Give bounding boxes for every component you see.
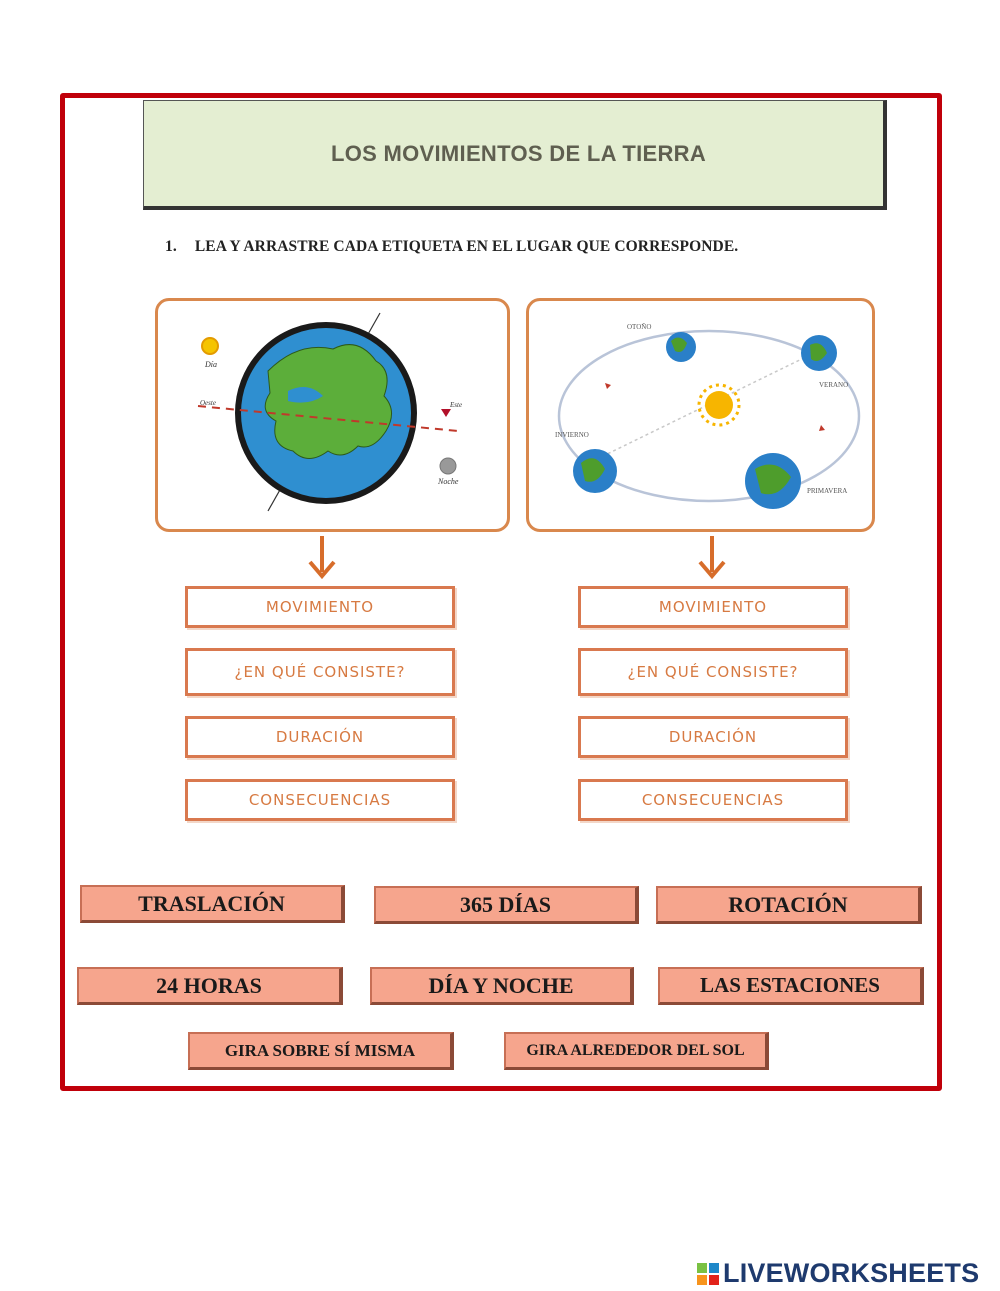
drop-zone-duration-2[interactable]: DURACIÓN [578,716,848,758]
drop-zone-duration-1[interactable]: DURACIÓN [185,716,455,758]
draggable-tag-rotacion[interactable]: ROTACIÓN [656,886,922,924]
sun-label: Día [205,360,217,369]
drop-zone-movement-1[interactable]: MOVIMIENTO [185,586,455,628]
draggable-tag-traslacion[interactable]: TRASLACIÓN [80,885,345,923]
drop-zone-description-1[interactable]: ¿EN QUÉ CONSISTE? [185,648,455,696]
season-autumn: OTOÑO [627,323,652,331]
liveworksheets-logo [697,1258,979,1289]
season-summer: VERANO [819,381,849,389]
translation-illustration [529,301,875,532]
translation-image-panel [526,298,875,532]
down-arrow-icon [695,534,729,582]
east-label: Este [450,401,463,409]
season-winter: INVIERNO [555,431,589,439]
drop-zone-consequences-1[interactable]: CONSECUENCIAS [185,779,455,821]
title-box [143,100,887,210]
drop-zone-consequences-2[interactable]: CONSECUENCIAS [578,779,848,821]
instruction [165,238,738,256]
draggable-tag-365-dias[interactable]: 365 DÍAS [374,886,639,924]
brand-name: LIVEWORKSHEETS [723,1258,980,1288]
draggable-tag-24-horas[interactable]: 24 HORAS [77,967,343,1005]
moon-label: Noche [438,477,459,486]
draggable-tag-las-estaciones[interactable]: LAS ESTACIONES [658,967,924,1005]
drop-zone-description-2[interactable]: ¿EN QUÉ CONSISTE? [578,648,848,696]
page-title: LOS MOVIMIENTOS DE LA TIERRA [330,140,707,166]
down-arrow-icon [305,534,339,582]
draggable-tag-gira-sobre-si-misma[interactable]: GIRA SOBRE SÍ MISMA [188,1032,454,1070]
rotation-illustration [158,301,510,532]
liveworksheets-logo-icon [697,1263,719,1285]
west-label: Oeste [200,399,216,407]
instruction-number: 1. [165,238,177,255]
draggable-tag-dia-y-noche[interactable]: DÍA Y NOCHE [370,967,634,1005]
drop-zone-movement-2[interactable]: MOVIMIENTO [578,586,848,628]
season-spring: PRIMAVERA [807,487,848,495]
draggable-tag-gira-alrededor-del-sol[interactable]: GIRA ALREDEDOR DEL SOL [504,1032,769,1070]
instruction-text: LEA Y ARRASTRE CADA ETIQUETA EN EL LUGAR QUE CORRESPONDE. [194,238,739,255]
rotation-image-panel [155,298,510,532]
